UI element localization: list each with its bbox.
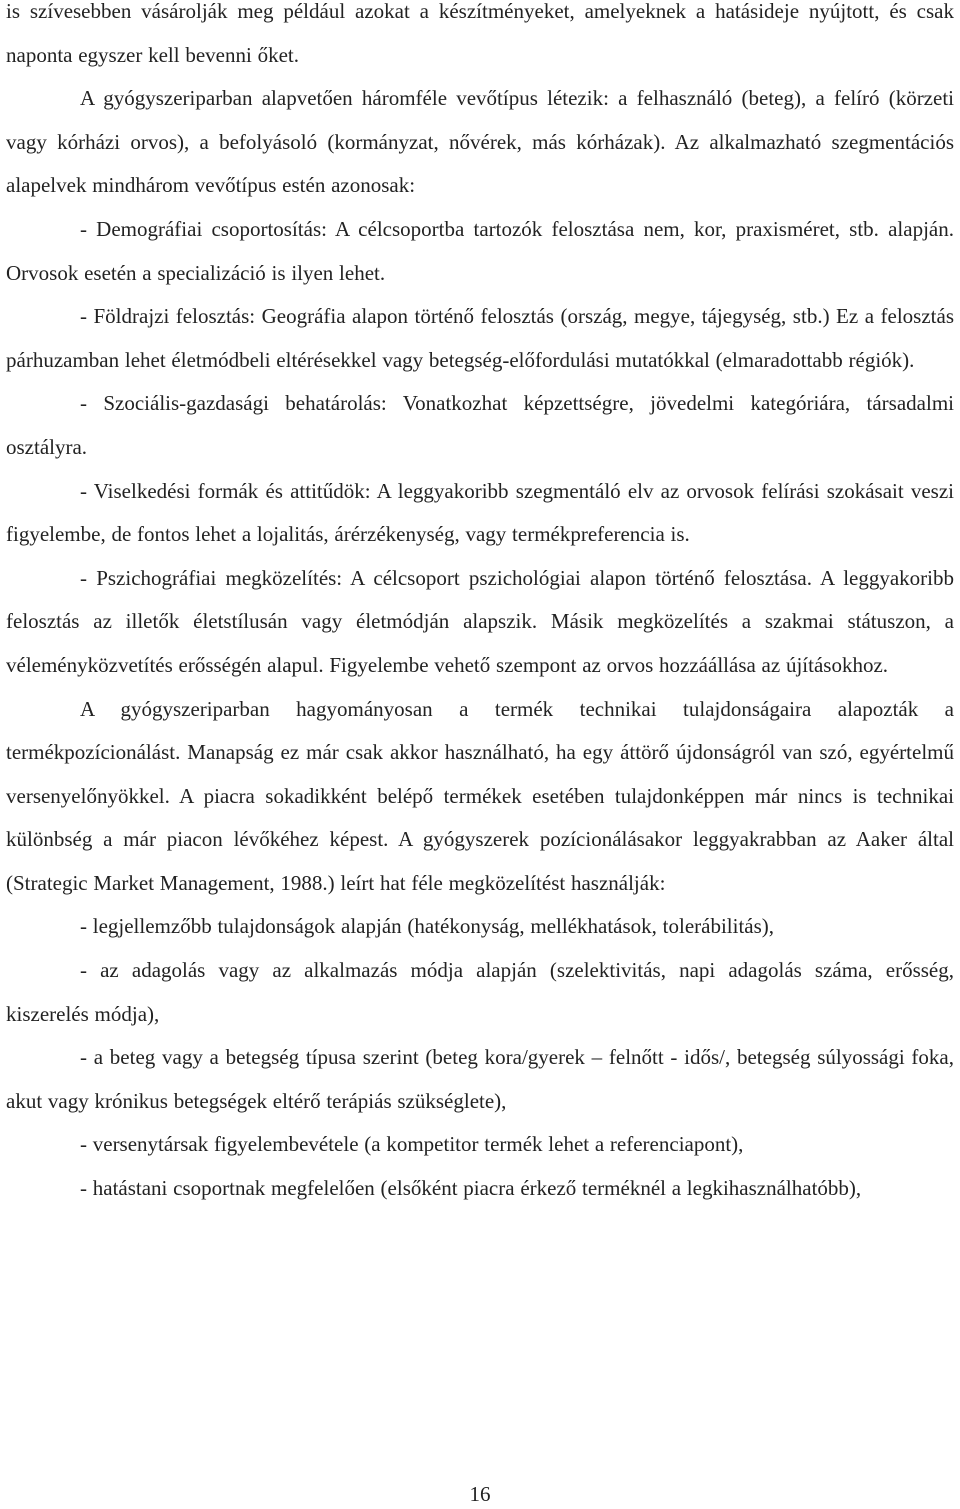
list-item-geographic: - Földrajzi felosztás: Geográfia alapon történő felosztás (ország, megye, tájegység, stb.) Ez a felosztás párhuzamban lehet életmódbeli eltérésekkel vagy betegség-előfordulási mutatókkal (elmaradottabb régiók). <box>6 304 954 372</box>
body-text <box>6 0 954 1211</box>
paragraph-continuation: is szívesebben vásárolják meg például azokat a készítményeket, amelyeknek a hatásideje nyújtott, és csak naponta egyszer kell bevenni őket. <box>6 0 954 67</box>
list-item-socioeconomic: - Szociális-gazdasági behatárolás: Vonatkozhat képzettségre, jövedelmi kategóriára, társadalmi osztályra. <box>6 391 954 459</box>
list-item-properties: - legjellemzőbb tulajdonságok alapján (hatékonyság, mellékhatások, tolerábilitás), <box>80 914 775 939</box>
list-item-pharmacological-group: - hatástani csoportnak megfelelően (elsőként piacra érkező terméknél a legkihasználhatóbb), <box>80 1176 862 1201</box>
list-item-competitors: - versenytársak figyelembevétele (a kompetitor termék lehet a referenciapont), <box>80 1132 744 1157</box>
list-item-dosage: - az adagolás vagy az alkalmazás módja alapján (szelektivitás, napi adagolás száma, erősség, kiszerelés módja), <box>6 958 954 1026</box>
list-item-patient-type: - a beteg vagy a betegség típusa szerint (beteg kora/gyerek – felnőtt - idős/, betegség súlyossági foka, akut vagy krónikus betegségek eltérő terápiás szükséglete), <box>6 1045 954 1113</box>
paragraph-positioning: A gyógyszeriparban hagyományosan a termék technikai tulajdonságaira alapozták a termékpozícionálást. Manapság ez már csak akkor használható, ha egy áttörő újdonságról van szó, egyértelmű versenyelőnyökkel. A piacra sokadikként belépő termékek esetében tulajdonképpen már nincs is technikai különbség a már piacon lévőkéhez képest. A gyógyszerek pozícionálásakor leggyakrabban az Aaker által (Strategic Market Management, 1988.) leírt hat féle megközelítést használják: <box>6 696 954 895</box>
list-item-psychographic: - Pszichográfiai megközelítés: A célcsoport pszichológiai alapon történő felosztása. A leggyakoribb felosztás az illetők életstílusán vagy életmódján alapszik. Másik megközelítés a szakmai státuszon, a véleményközvetítés erősségén alapul. Figyelembe vehető szempont az orvos hozzáállása az újításokhoz. <box>6 565 954 677</box>
page-number: 16 <box>469 1482 491 1506</box>
list-item-demographic: - Demográfiai csoportosítás: A célcsoportba tartozók felosztása nem, kor, praxisméret, stb. alapján. Orvosok esetén a specializáció is ilyen lehet. <box>6 216 954 285</box>
paragraph-customer-types: A gyógyszeriparban alapvetően háromféle vevőtípus létezik: a felhasználó (beteg), a felíró (körzeti vagy kórházi orvos), a befolyásoló (kormányzat, nővérek, más kórházak). Az alkalmazható szegmentációs alapelvek mindhárom vevőtípus estén azonosak: <box>6 86 954 198</box>
list-item-behavioral: - Viselkedési formák és attitűdök: A leggyakoribb szegmentáló elv az orvosok felírási szokásait veszi figyelembe, de fontos lehet a lojalitás, árérzékenység, vagy termékpreferencia is. <box>6 478 954 547</box>
